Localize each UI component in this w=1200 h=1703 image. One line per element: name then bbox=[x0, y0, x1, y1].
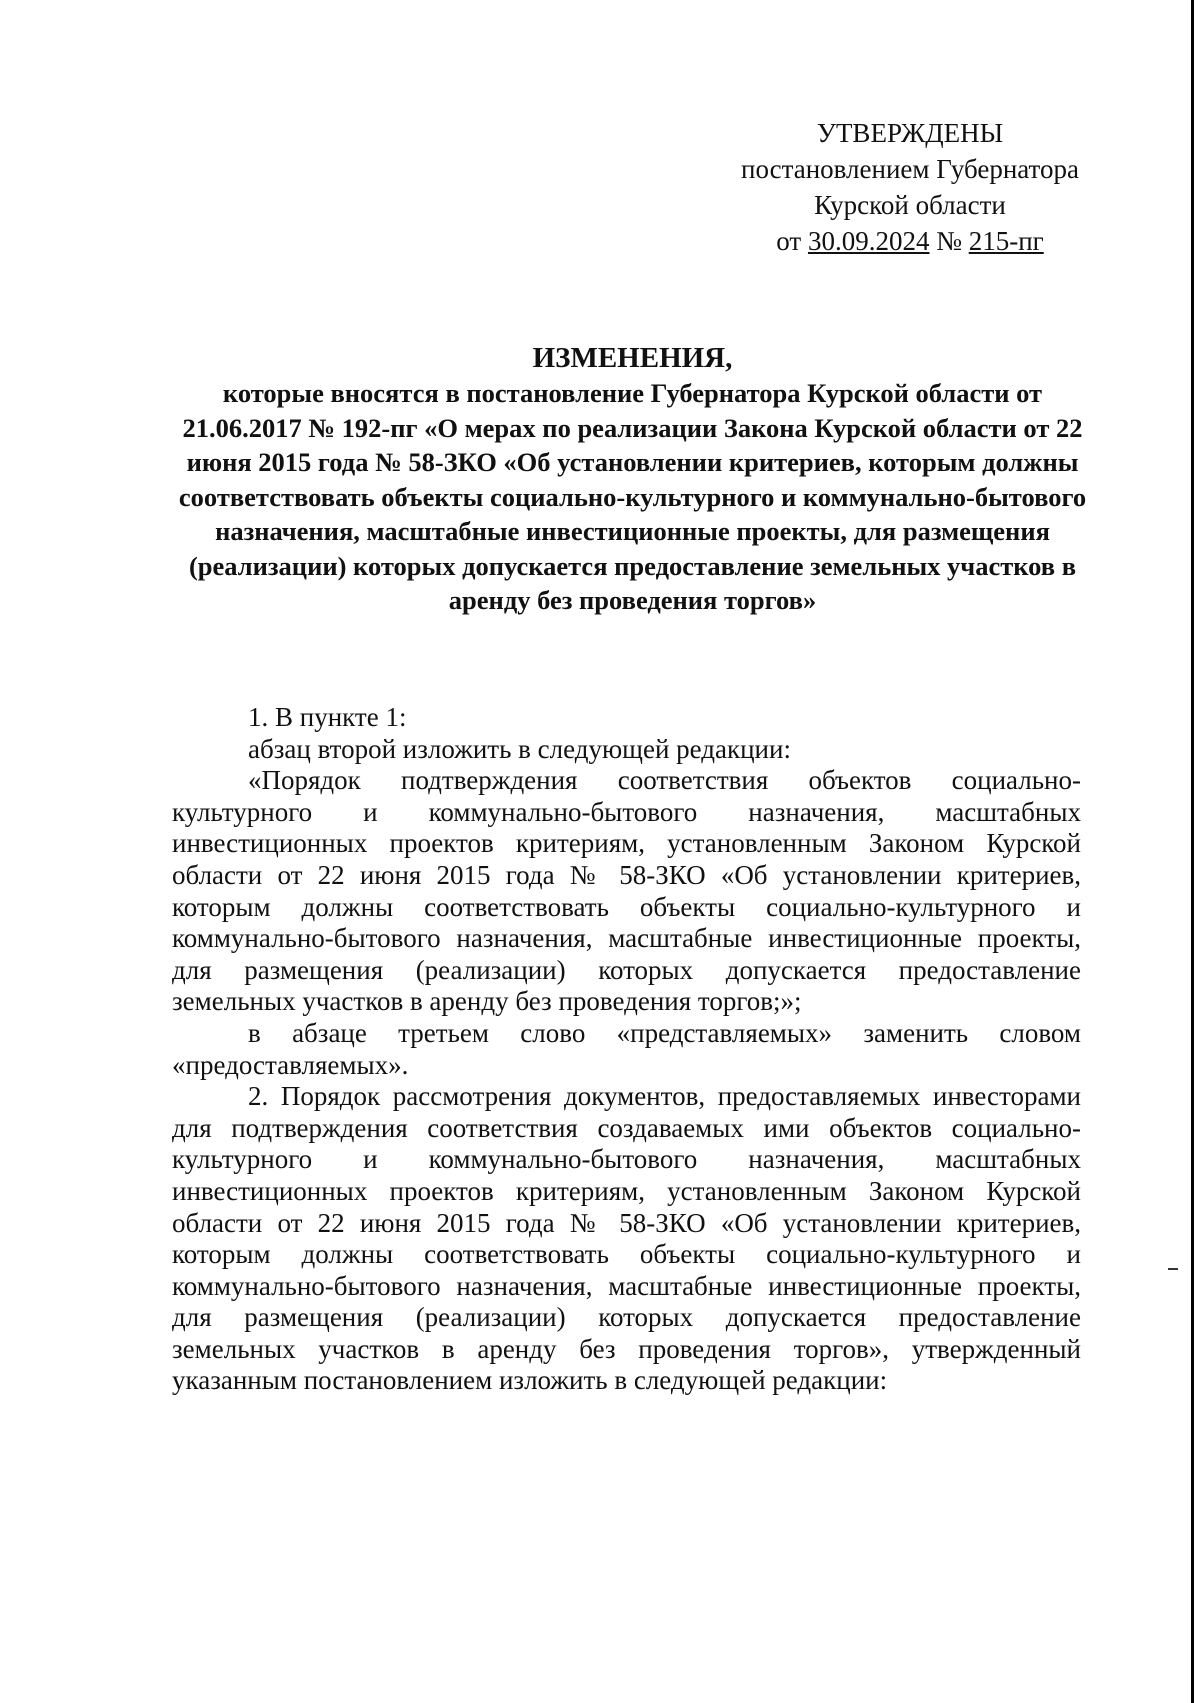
document-title bbox=[170, 340, 1095, 618]
approval-number-prefix: № bbox=[929, 226, 969, 256]
approval-number: 215-пг bbox=[968, 226, 1044, 256]
title-heading: ИЗМЕНЕНИЯ, bbox=[532, 342, 733, 374]
approval-date: 30.09.2024 bbox=[807, 226, 930, 256]
paragraph-3: «Порядок подтверждения соответствия объектов социально-культурного и коммунально-бытового назначения, масштабных инвестиционных проектов критериям, установленным Законом Курской области от 22 июня 2015 года № 58-ЗКО «Об установлении критериев, которым должны соответствовать объекты социально-культурного и коммунально-бытового назначения, масштабные инвестиционные проекты, для размещения (реализации) которых допускается предоставление земельных участков в аренду без проведения торгов;»; bbox=[172, 765, 1081, 1017]
scan-edge-line bbox=[1191, 0, 1194, 1703]
approval-title: УТВЕРЖДЕНЫ bbox=[816, 118, 1004, 148]
paragraph-4: в абзаце третьем слово «представляемых» заменить словом «предоставляемых». bbox=[172, 1017, 1081, 1080]
paragraph-2: абзац второй изложить в следующей редакции: bbox=[248, 733, 791, 764]
approval-by: постановлением Губернатора bbox=[741, 154, 1079, 184]
document-body bbox=[172, 702, 1081, 1397]
approval-region: Курской области bbox=[814, 190, 1006, 220]
scan-edge-mark bbox=[1168, 1268, 1178, 1270]
approval-stamp bbox=[700, 115, 1120, 259]
paragraph-5: 2. Порядок рассмотрения документов, предоставляемых инвесторами для подтверждения соответствия создаваемых ими объектов социально-культурного и коммунально-бытового назначения, масштабных инвестиционных проектов критериям, установленным Законом Курской области от 22 июня 2015 года № 58-ЗКО «Об установлении критериев, которым должны соответствовать объекты социально-культурного и коммунально-бытового назначения, масштабные инвестиционные проекты, для размещения (реализации) которых допускается предоставление земельных участков в аренду без проведения торгов», утвержденный указанным постановлением изложить в следующей редакции: bbox=[172, 1081, 1081, 1396]
approval-date-prefix: от bbox=[776, 226, 808, 256]
approval-date-line bbox=[700, 223, 1120, 259]
paragraph-1: 1. В пункте 1: bbox=[248, 702, 407, 732]
title-text: которые вносятся в постановление Губернатора Курской области от 21.06.2017 № 192-пг «О мерах по реализации Закона Курской области от 22 июня 2015 года № 58-ЗКО «Об установлении критериев, которым должны соответствовать объекты социально-культурного и коммунально-бытового назначения, масштабные инвестиционные проекты, для размещения (реализации) которых допускается предоставление земельных участков в аренду без проведения торгов» bbox=[178, 378, 1087, 615]
